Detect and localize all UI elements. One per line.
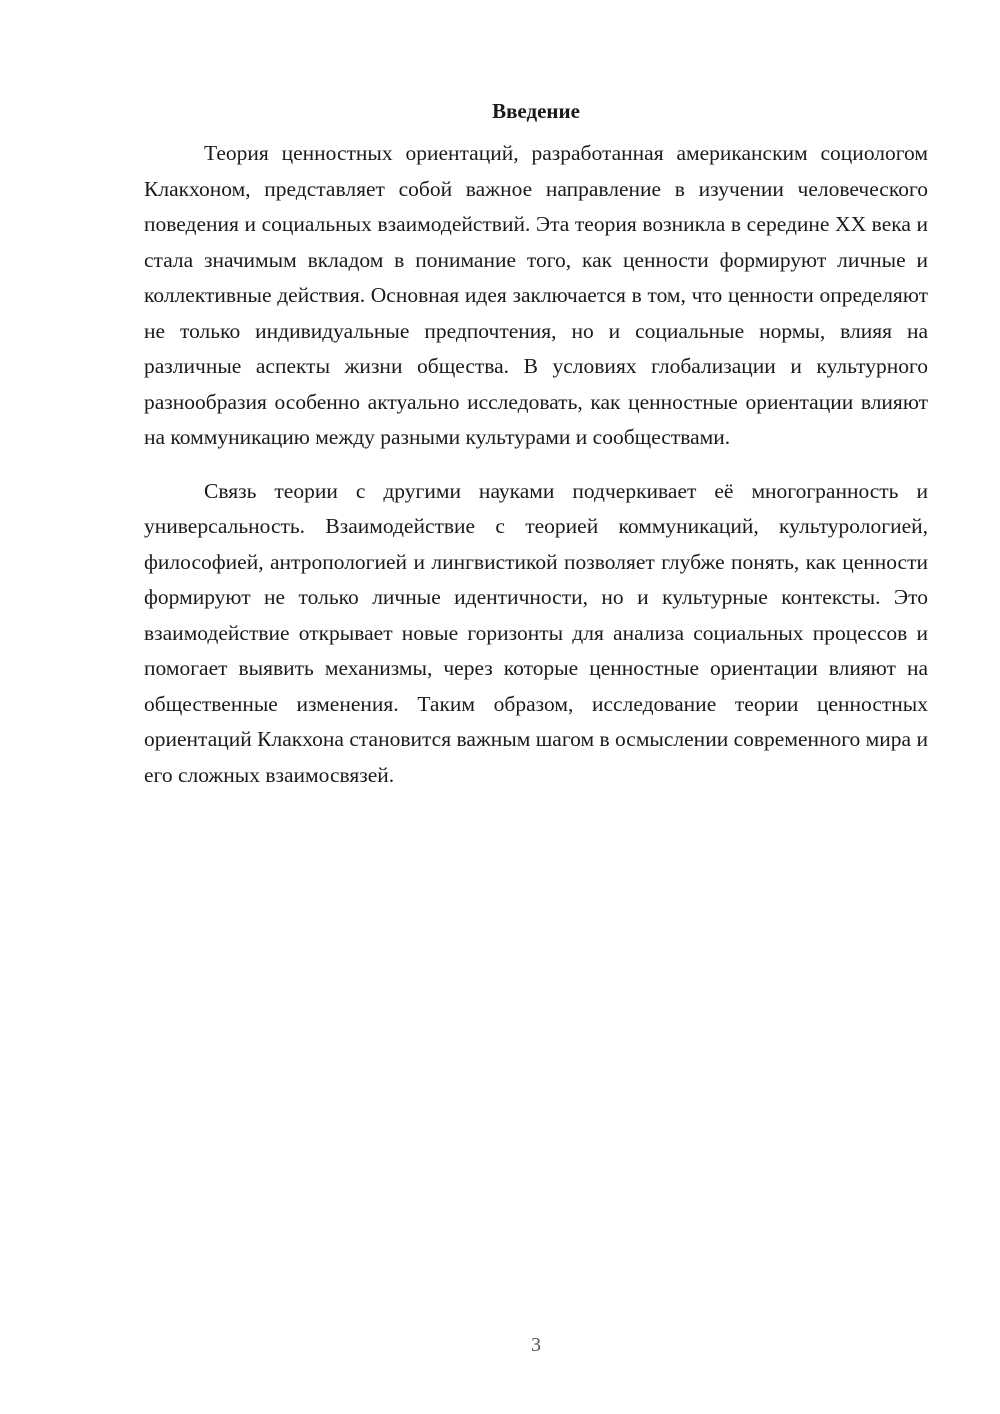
page-content bbox=[144, 96, 928, 793]
section-heading: Введение bbox=[492, 99, 580, 123]
paragraph-1: Теория ценностных ориентаций, разработанная американским социологом Клакхоном, представляет собой важное направление в изучении человеческого поведения и социальных взаимодействий. Эта теория возникла в середине XX века и стала значимым вкладом в понимание того, как ценности формируют личные и коллективные действия. Основная идея заключается в том, что ценности определяют не только индивидуальные предпочтения, но и социальные нормы, влияя на различные аспекты жизни общества. В условиях глобализации и культурного разнообразия особенно актуально исследовать, как ценностные ориентации влияют на коммуникацию между разными культурами и сообществами. bbox=[144, 141, 928, 449]
paragraph-2: Связь теории с другими науками подчеркивает её многогранность и универсальность. Взаимодействие с теорией коммуникаций, культурологией, философией, антропологией и лингвистикой позволяет глубже понять, как ценности формируют не только личные идентичности, но и культурные контексты. Это взаимодействие открывает новые горизонты для анализа социальных процессов и помогает выявить механизмы, через которые ценностные ориентации влияют на общественные изменения. Таким образом, исследование теории ценностных ориентаций Клакхона становится важным шагом в осмыслении современного мира и его сложных взаимосвязей. bbox=[144, 478, 928, 787]
page-number: 3 bbox=[531, 1334, 541, 1356]
